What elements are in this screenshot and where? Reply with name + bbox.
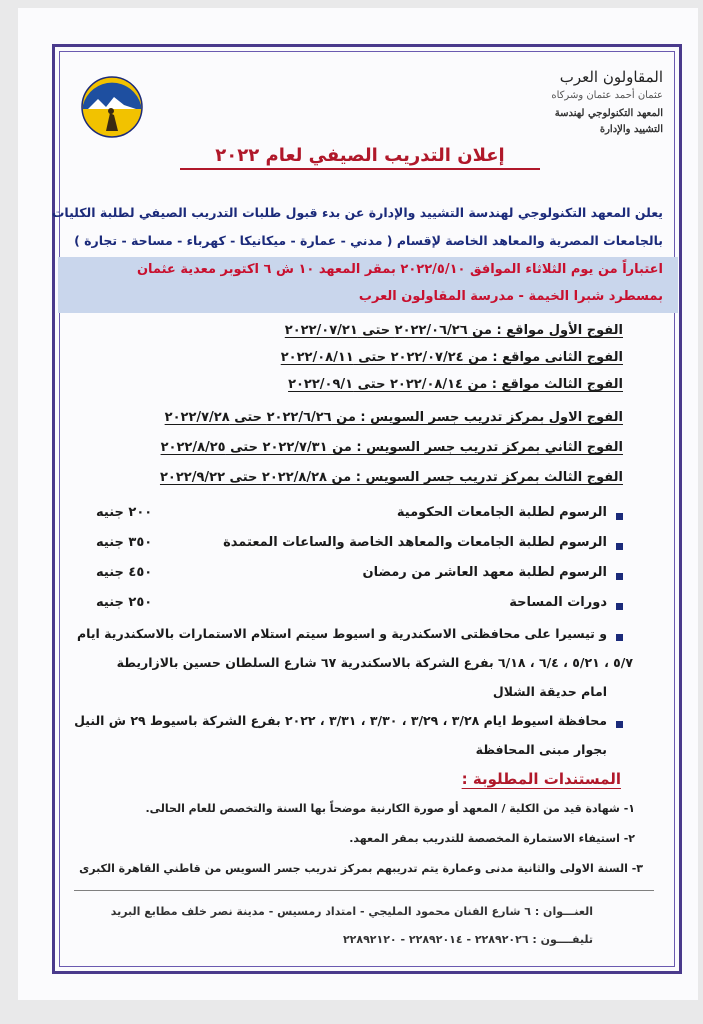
group-2-sites: الفوج الثانى مواقع : من ٢٠٢٢/٠٧/٢٤ حتى ٢٠٢٢/٠٨/١١ <box>280 350 623 365</box>
document-item-1-text: شهادة قيد من الكلية / المعهد أو صورة الكارنية موضحاً بها السنة والتخصص للعام الحالى. <box>145 802 620 815</box>
alexandria-note-line-1: و تيسيرا على محافظتى الاسكندرية و اسيوط سيتم استلام الاستمارات بالاسكندرية ايام <box>77 626 607 641</box>
company-subtitle: عثمان أحمد عثمان وشركاه <box>551 90 663 101</box>
footer-phone <box>343 933 593 946</box>
start-date-line: اعتباراً من يوم الثلاثاء الموافق ٢٠٢٢/٥/١٠ بمقر المعهد ١٠ ش ٦ اكتوبر معدية عثمان <box>136 262 663 277</box>
group-1-training-center: الفوج الاول بمركز تدريب جسر السويس : من ٢٠٢٢/٦/٢٦ حتى ٢٠٢٢/٧/٢٨ <box>164 410 623 425</box>
document-item-3-number: ٣- <box>631 862 643 875</box>
fee-private-label: الرسوم لطلبة الجامعات والمعاهد الخاصة والساعات المعتمدة <box>223 535 607 550</box>
bullet-icon <box>616 573 623 580</box>
group-3-training-center: الفوج الثالث بمركز تدريب جسر السويس : من ٢٠٢٢/٨/٢٨ حتى ٢٠٢٢/٩/٢٢ <box>159 470 623 485</box>
bullet-icon <box>616 603 623 610</box>
intro-line-2: بالجامعات المصرية والمعاهد الخاصة لإقسام ( مدني - عمارة - ميكانيكا - كهرباء - مساحة - تجارة ) <box>74 233 663 248</box>
bullet-icon <box>616 721 623 728</box>
announcement-title: إعلان التدريب الصيفي لعام ٢٠٢٢ <box>180 145 540 170</box>
address-value: ٦ شارع الفنان محمود المليجي - امتداد رمسيس - مدينة نصر خلف مطابع البريد <box>110 905 531 918</box>
intro-line-1: يعلن المعهد التكنولوجي لهندسة التشييد والإدارة عن بدء قبول طلبات التدريب الصيفي لطلبة الكليات <box>51 205 663 220</box>
asyut-note-line-2: بجوار مبنى المحافظة <box>475 742 607 757</box>
address-label: العنـــوان : <box>534 905 593 918</box>
fee-surveying-amount: ٢٥٠ جنيه <box>96 595 153 610</box>
group-2-training-center: الفوج الثاني بمركز تدريب جسر السويس : من ٢٠٢٢/٧/٣١ حتى ٢٠٢٢/٨/٢٥ <box>160 440 623 455</box>
fee-private-amount: ٣٥٠ جنيه <box>96 535 153 550</box>
bullet-icon <box>616 634 623 641</box>
document-item-2 <box>349 832 635 845</box>
document-item-1-number: ١- <box>623 802 635 815</box>
company-name: المقاولون العرب <box>559 68 663 86</box>
location-line: بمسطرد شبرا الخيمة - مدرسة المقاولون العرب <box>358 289 663 304</box>
group-3-sites: الفوج الثالث مواقع : من ٢٠٢٢/٠٨/١٤ حتى ٢٠٢٢/٠٩/١ <box>288 377 623 392</box>
fee-government-amount: ٢٠٠ جنيه <box>96 505 153 520</box>
document-item-3 <box>79 862 643 875</box>
phone-value: ٢٢٨٩٢٠٢٦ - ٢٢٨٩٢٠١٤ - ٢٢٨٩٢١٢٠ <box>342 933 529 946</box>
alexandria-note-line-3: امام حديقة الشلال <box>492 684 607 699</box>
institute-name-line1: المعهد التكنولوجي لهندسة <box>554 108 663 119</box>
document-item-1 <box>145 802 635 815</box>
footer-address <box>111 905 593 918</box>
document-item-3-text: السنة الاولى والثانية مدنى وعمارة يتم تدريبهم بمركز تدريب جسر السويس من قاطني القاهرة الكبرى <box>79 862 628 875</box>
institute-name-line2: التشييد والإدارة <box>599 124 663 135</box>
bullet-icon <box>616 513 623 520</box>
fee-tenth-ramadan-amount: ٤٥٠ جنيه <box>96 565 153 580</box>
phone-label: تليفــــون : <box>532 933 593 946</box>
fee-government-label: الرسوم لطلبة الجامعات الحكومية <box>396 505 607 520</box>
document-item-2-text: استيفاء الاستمارة المخصصة للتدريب بمقر المعهد. <box>349 832 620 845</box>
document-item-2-number: ٢- <box>623 832 635 845</box>
asyut-note-line-1: محافظة اسيوط ايام ٣/٢٨ ، ٣/٢٩ ، ٣/٣٠ ، ٣/٣١ ، ٢٠٢٢ بفرع الشركة باسيوط ٢٩ ش النيل <box>74 713 607 728</box>
fee-surveying-label: دورات المساحة <box>509 595 607 610</box>
documents-heading: المستندات المطلوبة : <box>461 770 621 788</box>
bullet-icon <box>616 543 623 550</box>
alexandria-note-line-2: ٥/٧ ، ٥/٢١ ، ٦/٤ ، ٦/١٨ بفرع الشركة بالاسكندرية ٦٧ شارع السلطان حسين بالازاريطة <box>116 655 633 670</box>
company-logo-icon <box>80 75 144 139</box>
group-1-sites: الفوج الأول مواقع : من ٢٠٢٢/٠٦/٢٦ حتى ٢٠٢٢/٠٧/٢١ <box>284 323 623 338</box>
fee-tenth-ramadan-label: الرسوم لطلبة معهد العاشر من رمضان <box>362 565 607 580</box>
footer-divider <box>74 890 654 891</box>
